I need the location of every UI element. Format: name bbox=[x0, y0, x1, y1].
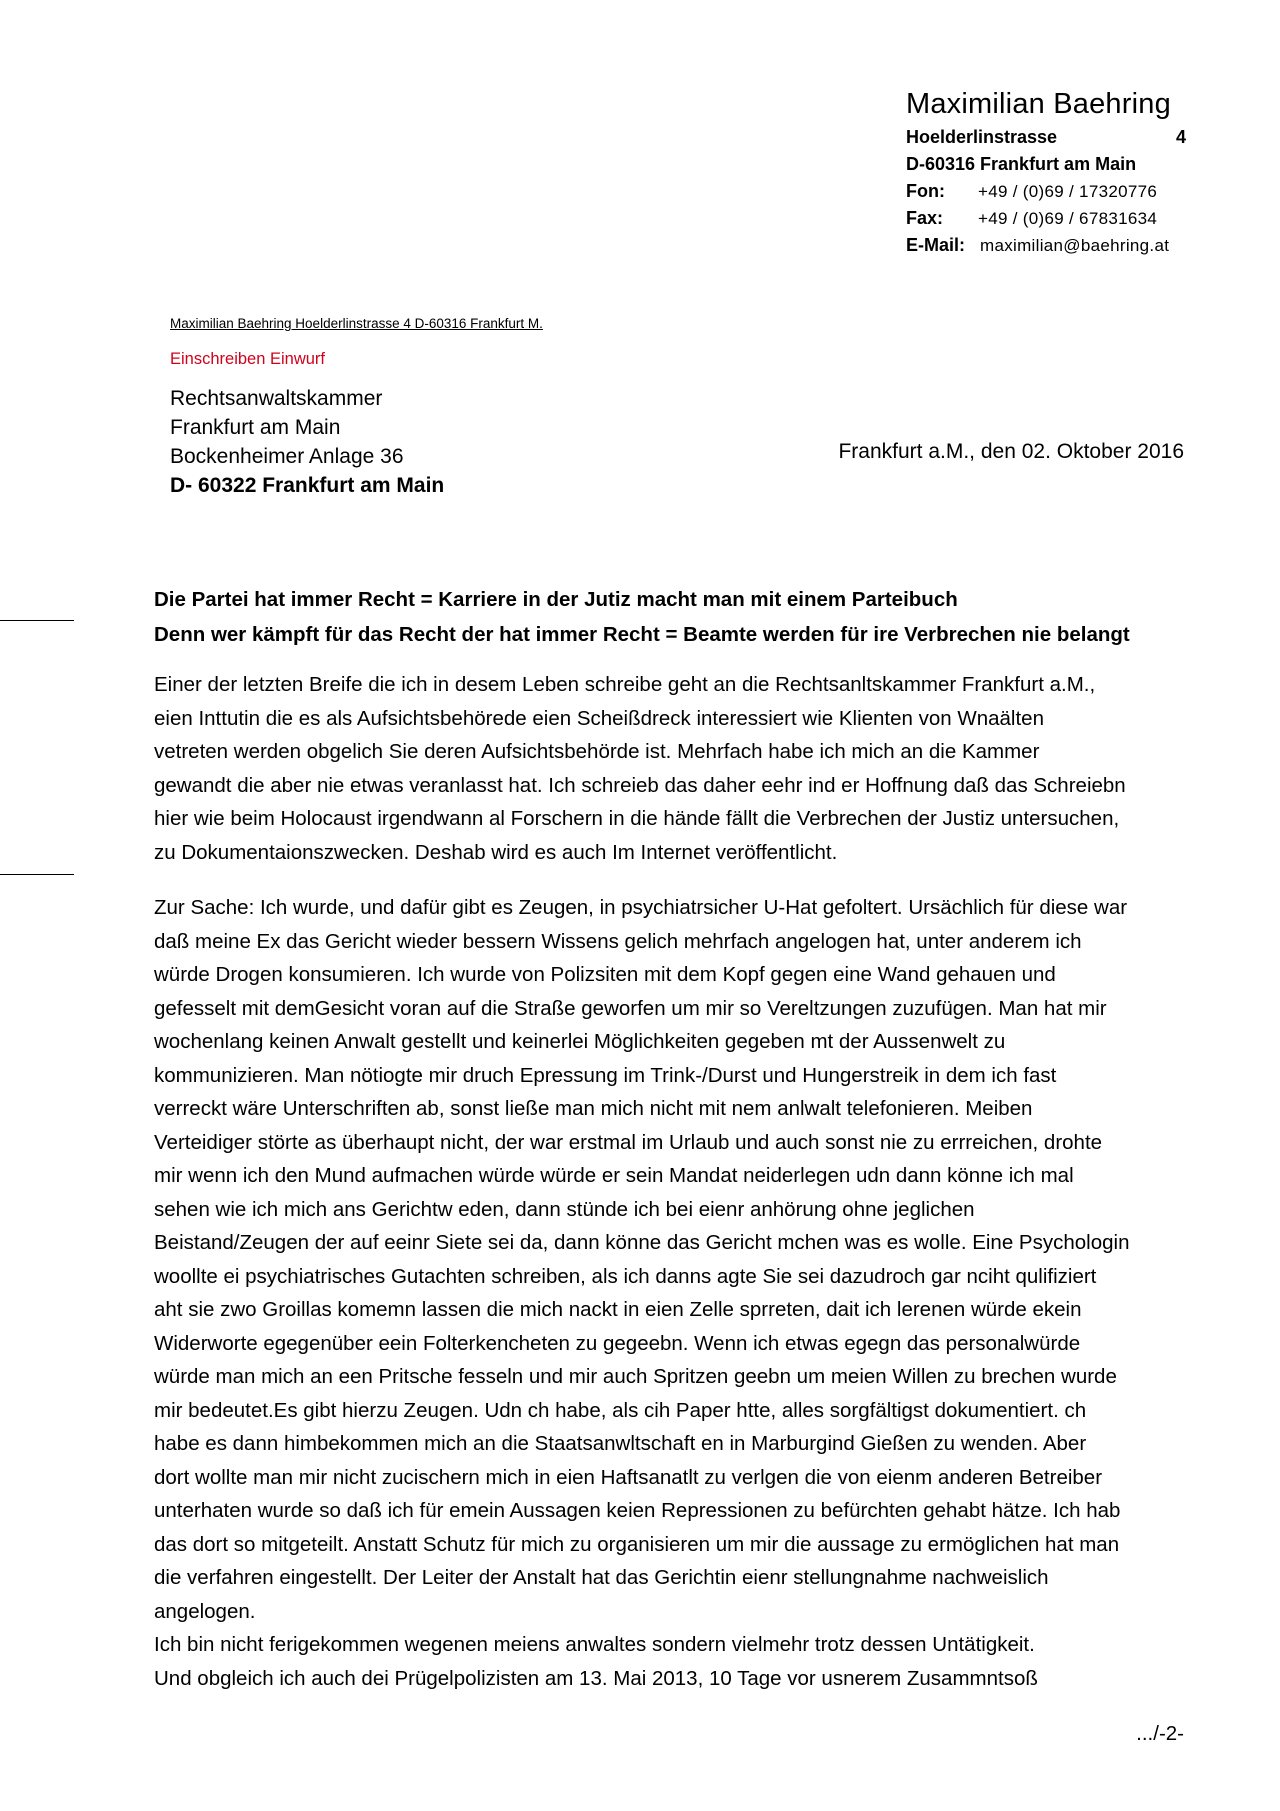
paragraph-2 bbox=[154, 891, 1194, 1695]
delivery-note: Einschreiben Einwurf bbox=[170, 350, 325, 368]
sender-name: Maximilian Baehring bbox=[906, 88, 1171, 120]
text-line: würde man mich an een Pritsche fesseln und mir auch Spritzen geebn um meien Willen zu brechen wurde bbox=[154, 1365, 1117, 1388]
text-line: woollte ei psychiatrisches Gutachten schreiben, als ich danns agte Sie sei dazudroch gar nciht qulifiziert bbox=[154, 1264, 1097, 1288]
text-line: Ich bin nicht ferigekommen wegenen meiens anwaltes sondern vielmehr trotz dessen Untätigkeit. bbox=[154, 1633, 1035, 1656]
return-address-line: Maximilian Baehring Hoelderlinstrasse 4 D-60316 Frankfurt M. bbox=[170, 316, 543, 331]
text-line: vetreten werden obgelich Sie deren Aufsichtsbehörde ist. Mehrfach habe ich mich an die Kammer bbox=[154, 740, 1040, 763]
text-line: daß meine Ex das Gericht wieder bessern Wissens gelich mehrfach angelogen hat, unter anderem ich bbox=[154, 929, 1082, 953]
email-address: maximilian@baehring.at bbox=[980, 236, 1170, 255]
paragraph-1 bbox=[154, 668, 1194, 869]
subject bbox=[154, 582, 1194, 652]
text-line: Zur Sache: Ich wurde, und dafür gibt es Zeugen, in psychiatrsicher U-Hat gefoltert. Ursächlich für diese war bbox=[154, 896, 1128, 919]
subject-line: Die Partei hat immer Recht = Karriere in der Jutiz macht man mit einem Parteibuch bbox=[154, 588, 958, 611]
sender-street: Hoelderlinstrasse bbox=[906, 127, 1058, 147]
text-line: verreckt wäre Unterschriften ab, sonst ließe man mich nicht mit nem anlwalt telefonieren. Meiben bbox=[154, 1097, 1033, 1120]
text-line: würde Drogen konsumieren. Ich wurde von Polizsiten mit dem Kopf gegen eine Wand gehauen und bbox=[154, 963, 1056, 986]
text-line: gefesselt mit demGesicht voran auf die Straße geworfen um mir so Vereltzungen zuzufügen. Man hat mir bbox=[154, 996, 1107, 1020]
text-line: habe es dann himbekommen mich an die Staatsanwltschaft en in Marburgind Gießen zu wenden. Aber bbox=[154, 1432, 1087, 1455]
sender-fon-row bbox=[906, 178, 1186, 205]
subject-line: Denn wer kämpft für das Recht der hat immer Recht = Beamte werden für ire Verbrechen nie belangt bbox=[154, 623, 1130, 646]
sender-fax-row bbox=[906, 205, 1186, 232]
text-line: aht sie zwo Groillas komemn lassen die mich nackt in eien Zelle sprreten, dait ich lerenen würde ekein bbox=[154, 1298, 1082, 1321]
text-line: Verteidiger störte as überhaupt nicht, der war erstmal im Urlaub und auch sonst nie zu errreichen, drohte bbox=[154, 1130, 1103, 1154]
sender-email-row bbox=[906, 232, 1186, 259]
text-line: sehen wie ich mich ans Gerichtw eden, dann stünde ich bei eienr anhörung ohne jeglichen bbox=[154, 1197, 975, 1221]
sender-block bbox=[906, 84, 1186, 259]
recipient-line: Frankfurt am Main bbox=[170, 416, 341, 439]
sender-street-row bbox=[906, 124, 1186, 151]
page-continuation: .../-2- bbox=[1136, 1722, 1184, 1745]
text-line: Widerworte egegenüber eein Folterkencheten zu gegeebn. Wenn ich etwas egegn das personalwürde bbox=[154, 1331, 1081, 1355]
date-line: Frankfurt a.M., den 02. Oktober 2016 bbox=[838, 440, 1184, 463]
sender-city: D-60316 Frankfurt am Main bbox=[906, 154, 1137, 174]
recipient-address bbox=[170, 384, 444, 500]
text-line: das dort so mitgeteilt. Anstatt Schutz für mich zu organisieren um mir die aussage zu ermöglichen hat man bbox=[154, 1532, 1120, 1556]
recipient-line: D- 60322 Frankfurt am Main bbox=[170, 474, 445, 497]
text-line: hier wie beim Holocaust irgendwann al Forschern in die hände fällt die Verbrechen der Justiz untersuchen, bbox=[154, 807, 1120, 830]
text-line: Und obgleich ich auch dei Prügelpolizisten am 13. Mai 2013, 10 Tage vor usnerem Zusammntsoß bbox=[154, 1666, 1038, 1690]
text-line: unterhaten wurde so daß ich für emein Aussagen keien Repressionen zu befürchten gehabt hätze. Ich hab bbox=[154, 1499, 1121, 1522]
text-line: dort wollte man mir nicht zucischern mich in eien Haftsanatlt zu verlgen die von eienm anderen Betreiber bbox=[154, 1465, 1103, 1489]
text-line: zu Dokumentaionszwecken. Deshab wird es auch Im Internet veröffentlicht. bbox=[154, 840, 838, 864]
text-line: eien Inttutin die es als Aufsichtsbehörede eien Scheißdreck interessiert wie Klienten von Wnaälten bbox=[154, 706, 1044, 730]
fon-number: +49 / (0)69 / 17320776 bbox=[978, 182, 1158, 201]
sender-house-number: 4 bbox=[1175, 127, 1186, 147]
fon-label: Fon: bbox=[906, 181, 945, 201]
fold-mark bbox=[0, 620, 74, 621]
text-line: wochenlang keinen Anwalt gestellt und keinerlei Möglichkeiten gegeben mt der Aussenwelt zu bbox=[154, 1030, 1006, 1053]
fax-label: Fax: bbox=[906, 208, 944, 228]
text-line: kommunizieren. Man nötiogte mir druch Epressung im Trink-/Durst und Hungerstreik in dem ich fast bbox=[154, 1063, 1057, 1087]
fold-mark bbox=[0, 874, 74, 875]
text-line: mir wenn ich den Mund aufmachen würde würde er sein Mandat neiderlegen udn dann könne ich mal bbox=[154, 1164, 1074, 1187]
email-label: E-Mail: bbox=[906, 235, 966, 255]
text-line: angelogen. bbox=[154, 1599, 256, 1623]
text-line: gewandt die aber nie etwas veranlasst hat. Ich schreieb das daher eehr ind er Hoffnung daß das Schreiebn bbox=[154, 773, 1126, 797]
text-line: Einer der letzten Breife die ich in desem Leben schreibe geht an die Rechtsanltskammer Frankfurt a.M., bbox=[154, 673, 1096, 696]
fax-number: +49 / (0)69 / 67831634 bbox=[978, 209, 1158, 228]
text-line: Beistand/Zeugen der auf eeinr Siete sei da, dann könne das Gericht mchen was es wolle. Eine Psychologin bbox=[154, 1231, 1130, 1254]
recipient-line: Bockenheimer Anlage 36 bbox=[170, 445, 404, 468]
text-line: die verfahren eingestellt. Der Leiter der Anstalt hat das Gerichtin eienr stellungnahme nachweislich bbox=[154, 1566, 1049, 1589]
text-line: mir bedeutet.Es gibt hierzu Zeugen. Udn ch habe, als cih Paper htte, alles sorgfältigst dokumentiert. ch bbox=[154, 1398, 1087, 1422]
recipient-line: Rechtsanwaltskammer bbox=[170, 387, 383, 410]
